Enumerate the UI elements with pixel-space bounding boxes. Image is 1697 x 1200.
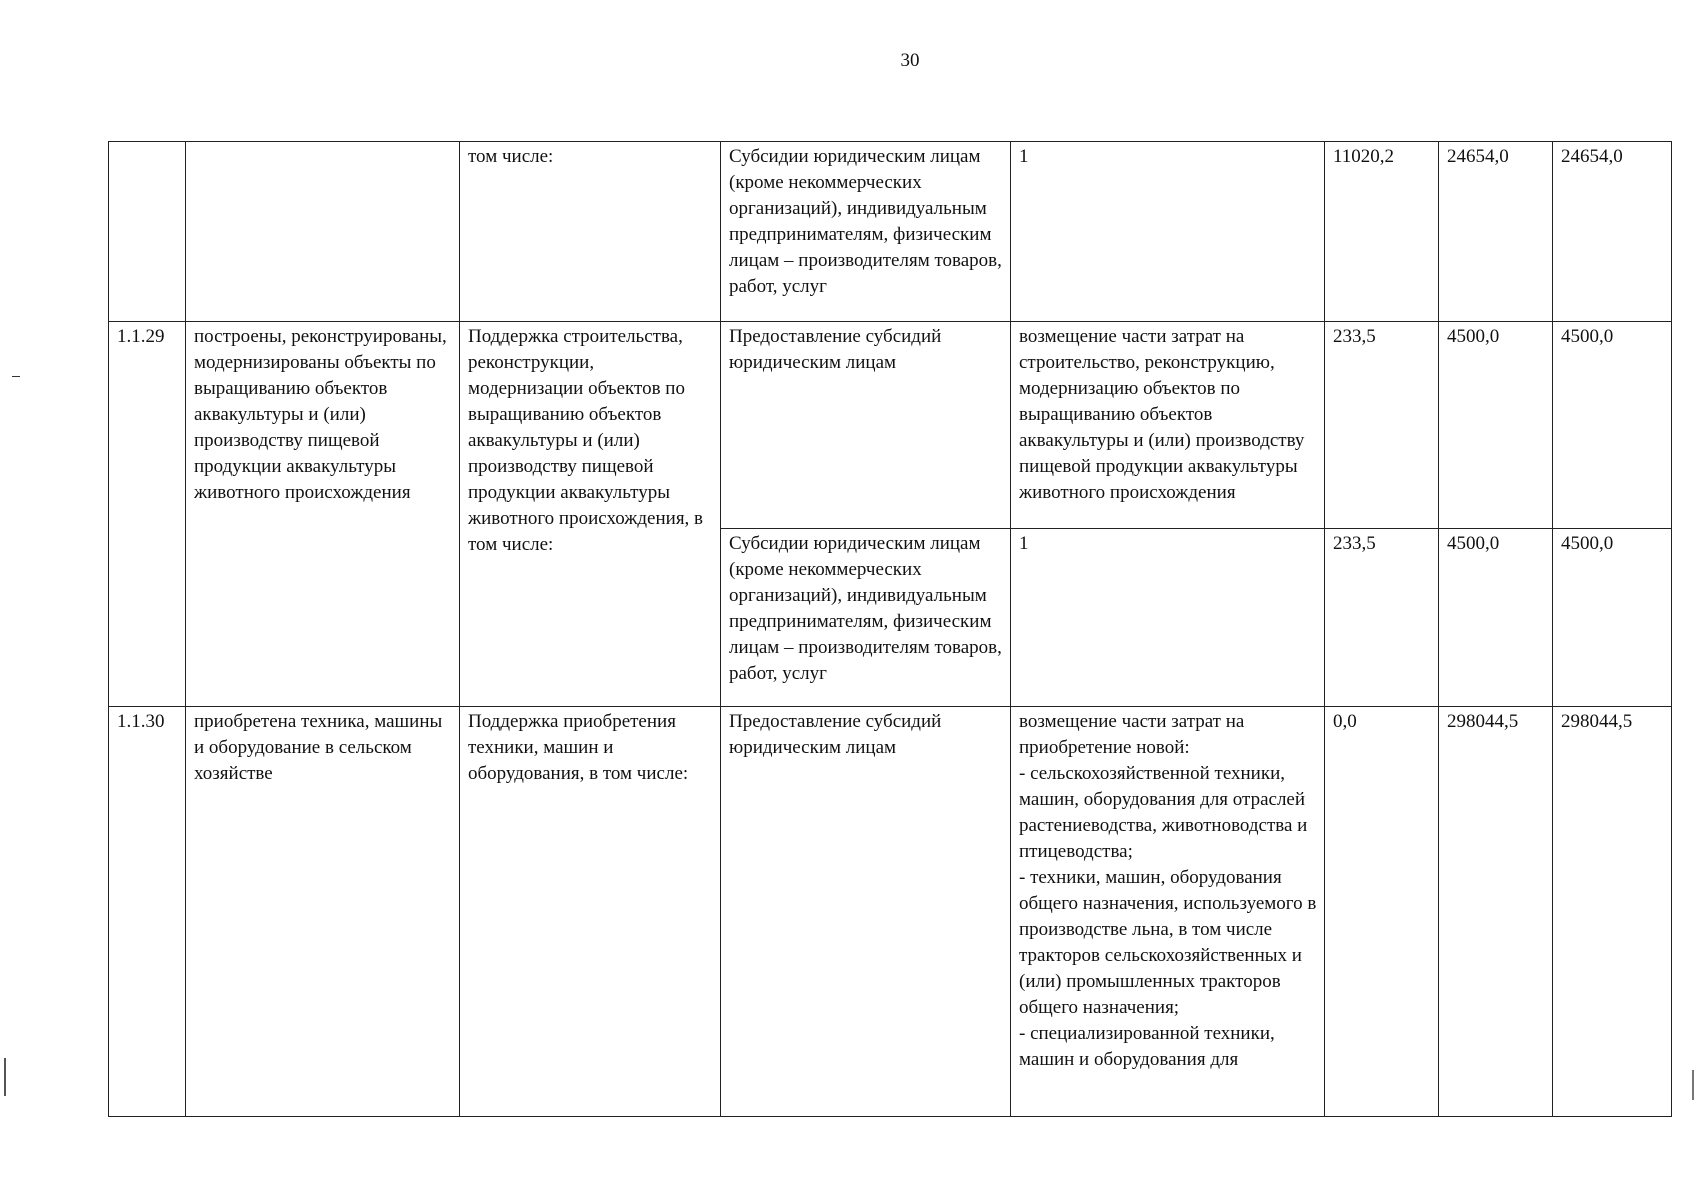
- cell-direction: Субсидии юридическим лицам (кроме некоммерческих организаций), индивидуальным предпринимателям, физическим лицам – производителям товаров, работ, услуг: [721, 142, 1011, 322]
- scan-mark-right-bottom: [1692, 1070, 1694, 1100]
- cell-measure: Поддержка строительства, реконструкции, модернизации объектов по выращиванию объектов аквакультуры и (или) производству пищевой продукции аквакультуры животного происхождения, в том числе:: [460, 322, 721, 707]
- page-number: 30: [900, 50, 920, 71]
- cell-value-2: 4500,0: [1439, 529, 1553, 707]
- cell-measure: том числе:: [460, 142, 721, 322]
- table-row: [109, 707, 1672, 1117]
- cell-direction: Предоставление субсидий юридическим лицам: [721, 322, 1011, 529]
- table-row: [109, 142, 1672, 322]
- cell-value-2: 4500,0: [1439, 322, 1553, 529]
- cell-value-2: 24654,0: [1439, 142, 1553, 322]
- cell-purpose: 1: [1011, 529, 1325, 707]
- scan-mark-left-bottom: [4, 1058, 6, 1096]
- cell-result: приобретена техника, машины и оборудование в сельском хозяйстве: [186, 707, 460, 1117]
- cell-number: 1.1.30: [109, 707, 186, 1117]
- program-table: [108, 141, 1672, 1117]
- cell-measure: Поддержка приобретения техники, машин и оборудования, в том числе:: [460, 707, 721, 1117]
- cell-direction: Субсидии юридическим лицам (кроме некоммерческих организаций), индивидуальным предпринимателям, физическим лицам – производителям товаров, работ, услуг: [721, 529, 1011, 707]
- cell-value-3: 4500,0: [1553, 529, 1672, 707]
- cell-number: 1.1.29: [109, 322, 186, 707]
- table-row: [109, 322, 1672, 529]
- cell-value-1: 0,0: [1325, 707, 1439, 1117]
- cell-value-3: 4500,0: [1553, 322, 1672, 529]
- cell-purpose: возмещение части затрат на приобретение новой: - сельскохозяйственной техники, машин, оборудования для отраслей растениеводства, животноводства и птицеводства; - техники, машин, оборудования общего назначения, используемого в производстве льна, в том числе тракторов сельскохозяйственных и (или) промышленных тракторов общего назначения; - специализированной техники, машин и оборудования для: [1011, 707, 1325, 1117]
- cell-value-1: 233,5: [1325, 529, 1439, 707]
- scan-mark-left: [12, 376, 20, 377]
- cell-value-1: 233,5: [1325, 322, 1439, 529]
- cell-value-3: 298044,5: [1553, 707, 1672, 1117]
- cell-purpose: возмещение части затрат на строительство, реконструкцию, модернизацию объектов по выращиванию объектов аквакультуры и (или) производству пищевой продукции аквакультуры животного происхождения: [1011, 322, 1325, 529]
- cell-number: [109, 142, 186, 322]
- cell-direction: Предоставление субсидий юридическим лицам: [721, 707, 1011, 1117]
- cell-value-3: 24654,0: [1553, 142, 1672, 322]
- cell-value-1: 11020,2: [1325, 142, 1439, 322]
- cell-result: построены, реконструированы, модернизированы объекты по выращиванию объектов аквакультуры и (или) производству пищевой продукции аквакультуры животного происхождения: [186, 322, 460, 707]
- cell-result: [186, 142, 460, 322]
- cell-purpose: 1: [1011, 142, 1325, 322]
- cell-value-2: 298044,5: [1439, 707, 1553, 1117]
